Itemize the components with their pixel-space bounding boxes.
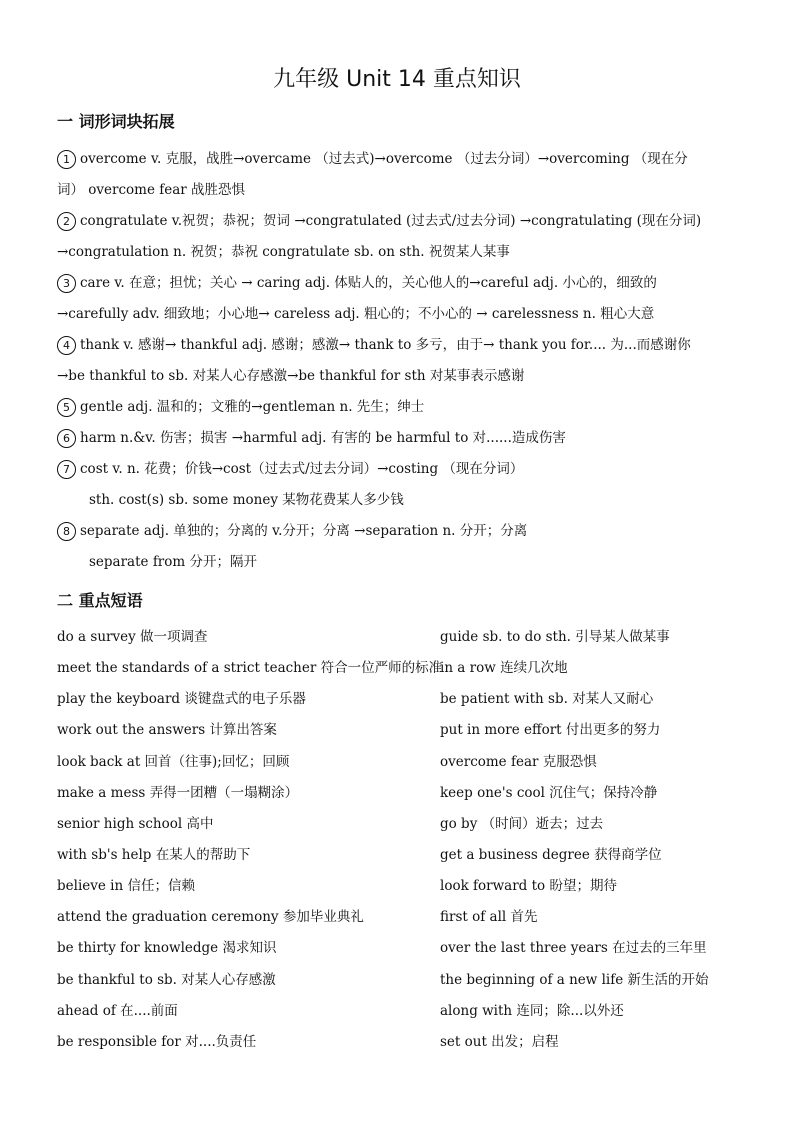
- vocab-line: [57, 547, 747, 578]
- vocab-text: →carefully adv. 细致地；小心地→ careless adj. 粗心的；不小心的 → carelessness n. 粗心大意: [57, 306, 655, 322]
- item-number-circle: 2: [57, 212, 76, 231]
- phrase-left: believe in 信任；信赖: [57, 878, 195, 895]
- phrase-row: [57, 993, 757, 1024]
- phrase-left: work out the answers 计算出答案: [57, 722, 277, 739]
- phrase-row: [57, 681, 757, 712]
- item-number-circle: 8: [57, 522, 76, 541]
- vocab-line: [57, 454, 747, 485]
- vocab-text: thank v. 感谢→ thankful adj. 感谢；感激→ thank to 多亏，由于→ thank you for.... 为...而感谢你: [80, 337, 691, 353]
- phrase-left: be responsible for 对....负责任: [57, 1033, 257, 1050]
- vocab-line: [57, 485, 747, 516]
- phrase-row: [57, 930, 757, 961]
- phrase-right: go by （时间）逝去；过去: [440, 815, 604, 832]
- vocab-text: 词） overcome fear 战胜恐惧: [57, 182, 246, 198]
- phrase-left: be thirty for knowledge 渴求知识: [57, 940, 277, 957]
- phrase-left: play the keyboard 谈键盘式的电子乐器: [57, 691, 306, 708]
- vocab-text: gentle adj. 温和的；文雅的→gentleman n. 先生；绅士: [80, 399, 425, 415]
- vocab-line: [57, 237, 747, 268]
- phrase-left: attend the graduation ceremony 参加毕业典礼: [57, 909, 364, 926]
- vocab-line: [57, 299, 747, 330]
- page-title: 九年级 Unit 14 重点知识: [273, 67, 521, 92]
- phrase-left: do a survey 做一项调查: [57, 629, 208, 645]
- phrase-table: [57, 619, 757, 1055]
- phrase-right: along with 连同；除...以外还: [440, 1002, 624, 1019]
- phrase-left: look back at 回首（往事);回忆；回顾: [57, 753, 290, 770]
- vocab-line: [57, 516, 747, 547]
- phrase-left: be thankful to sb. 对某人心存感激: [57, 971, 276, 988]
- phrase-row: [57, 775, 757, 806]
- phrase-left: ahead of 在....前面: [57, 1002, 178, 1019]
- vocab-line: [57, 175, 747, 206]
- phrase-row: [57, 712, 757, 743]
- phrase-right: first of all 首先: [440, 909, 538, 926]
- vocab-line: [57, 423, 747, 454]
- section-heading-key-phrases: 二 重点短语: [57, 591, 143, 610]
- vocab-line: [57, 144, 747, 175]
- vocab-line: [57, 206, 747, 237]
- phrase-right: the beginning of a new life 新生活的开始: [440, 971, 709, 988]
- phrase-left: senior high school 高中: [57, 815, 214, 832]
- phrase-right: get a business degree 获得商学位: [440, 846, 662, 863]
- item-number-circle: 5: [57, 398, 76, 417]
- phrase-right: be patient with sb. 对某人又耐心: [440, 691, 654, 708]
- item-number-circle: 6: [57, 429, 76, 448]
- phrase-row: [57, 962, 757, 993]
- phrase-left: meet the standards of a strict teacher 符合一位严师的标准: [57, 660, 443, 677]
- vocab-text: cost v. n. 花费；价钱→cost（过去式/过去分词）→costing （现在分词）: [80, 461, 524, 477]
- phrase-right: guide sb. to do sth. 引导某人做某事: [440, 629, 670, 645]
- section-heading-word-forms: 一 词形词块拓展: [57, 112, 175, 131]
- phrase-right: keep one's cool 沉住气；保持冷静: [440, 784, 658, 801]
- item-number-circle: 1: [57, 150, 76, 169]
- phrase-row: [57, 837, 757, 868]
- phrase-row: [57, 1024, 757, 1055]
- phrase-right: set out 出发；启程: [440, 1033, 559, 1050]
- vocab-line: [57, 392, 747, 423]
- phrase-left: with sb's help 在某人的帮助下: [57, 846, 251, 863]
- item-number-circle: 7: [57, 460, 76, 479]
- vocab-text: congratulate v.祝贺；恭祝；贺词 →congratulated (过去式/过去分词) →congratulating (现在分词): [80, 213, 702, 229]
- phrase-row: [57, 619, 757, 650]
- vocab-line: [57, 330, 747, 361]
- phrase-right: overcome fear 克服恐惧: [440, 753, 597, 770]
- phrase-right: look forward to 盼望；期待: [440, 878, 617, 895]
- vocab-text: separate adj. 单独的；分离的 v.分开；分离 →separation n. 分开；分离: [80, 523, 528, 539]
- item-number-circle: 4: [57, 336, 76, 355]
- vocab-text: separate from 分开；隔开: [89, 554, 257, 570]
- phrase-right: over the last three years 在过去的三年里: [440, 940, 707, 957]
- vocab-text: sth. cost(s) sb. some money 某物花费某人多少钱: [89, 492, 404, 508]
- vocab-line: [57, 268, 747, 299]
- phrase-left: make a mess 弄得一团糟（一塌糊涂）: [57, 784, 299, 801]
- phrase-right: in a row 连续几次地: [440, 660, 568, 677]
- phrase-row: [57, 650, 757, 681]
- vocab-text: care v. 在意；担忧；关心 → caring adj. 体贴人的，关心他人的→careful adj. 小心的，细致的: [80, 275, 657, 291]
- vocab-list: [57, 144, 747, 578]
- phrase-row: [57, 868, 757, 899]
- item-number-circle: 3: [57, 274, 76, 293]
- phrase-row: [57, 806, 757, 837]
- vocab-text: →congratulation n. 祝贺；恭祝 congratulate sb. on sth. 祝贺某人某事: [57, 244, 510, 260]
- vocab-text: overcome v. 克服，战胜→overcame （过去式)→overcome （过去分词）→overcoming （现在分: [80, 151, 688, 167]
- phrase-row: [57, 899, 757, 930]
- vocab-text: →be thankful to sb. 对某人心存感激→be thankful for sth 对某事表示感谢: [57, 368, 525, 384]
- vocab-text: harm n.&v. 伤害；损害 →harmful adj. 有害的 be harmful to 对......造成伤害: [80, 430, 566, 446]
- phrase-row: [57, 744, 757, 775]
- phrase-right: put in more effort 付出更多的努力: [440, 722, 661, 739]
- vocab-line: [57, 361, 747, 392]
